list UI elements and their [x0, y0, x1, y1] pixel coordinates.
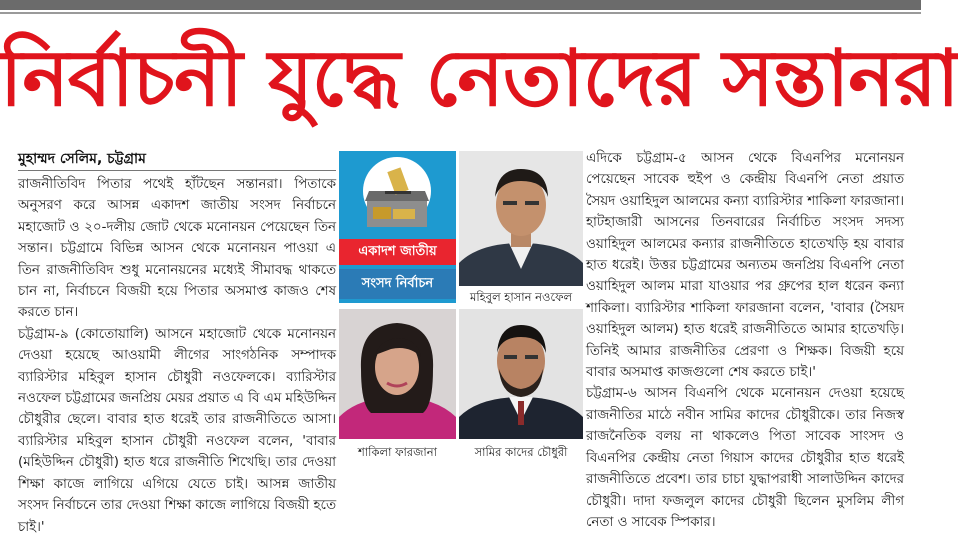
- photo-shakila-farzana: [339, 309, 456, 439]
- logo-line-2: সংসদ নির্বাচন: [339, 269, 456, 299]
- byline-divider: [18, 170, 336, 171]
- photo-samir-kader-chowdhury: [459, 309, 583, 439]
- byline: মুহাম্মদ সেলিম, চট্টগ্রাম: [18, 151, 146, 167]
- article-left-column: [18, 174, 336, 535]
- headline: নির্বাচনী যুদ্ধে নেতাদের সন্তানরা: [0, 34, 958, 124]
- logo-line-1: একাদশ জাতীয়: [339, 239, 456, 265]
- ballot-box-icon: [339, 151, 456, 239]
- photo-caption: মহিবুল হাসান নওফেল: [469, 290, 573, 304]
- article-right-column: [586, 148, 904, 530]
- photo-caption: সামির কাদের চৌধুরী: [474, 445, 568, 459]
- paragraph: রাজনীতিবিদ পিতার পথেই হাঁটছেন সন্তানরা। পিতাকে অনুসরণ করে আসন্ন একাদশ জাতীয় সংসদ নির্বাচনে মহাজোট ও ২০-দলীয় জোট থেকে মনোনয়ন পেয়েছেন তিন সন্তান। চট্টগ্রামে বিভিন্ন আসন থেকে মনোনয়ন পাওয়া এ তিন রাজনীতিবিদ শুধু মনোনয়নের মধ্যেই সীমাবদ্ধ থাকতে চান না, নির্বাচনে বিজয়ী হয়ে পিতার অসমাপ্ত কাজও শেষ করতে চান।: [18, 177, 336, 321]
- photo-caption: শাকিলা ফারজানা: [358, 445, 437, 459]
- top-rule-thin: [0, 12, 921, 14]
- election-logo: [339, 151, 456, 303]
- paragraph: চট্টগ্রাম-৬ আসন বিএনপি থেকে মনোনয়ন দেওয়া হয়েছে রাজনীতির মাঠে নবীন সামির কাদের চৌধুরীকে। তার নিজস্ব রাজনৈতিক বলয় না থাকলেও পিতা সাবেক সাংসদ ও বিএনপির কেন্দ্রীয় নেতা গিয়াস কাদের চৌধুরীর হাত ধরেই রাজনীতিতে প্রবেশ। তার চাচা যুদ্ধাপরাধী সালাউদ্দিন কাদের চৌধুরী। দাদা ফজলুল কাদের চৌধুরী ছিলেন মুসলিম লীগ নেতা ও সাবেক স্পিকার।: [586, 386, 904, 530]
- paragraph: চট্টগ্রাম-৯ (কোতোয়ালি) আসনে মহাজোট থেকে মনোনয়ন দেওয়া হয়েছে আওয়ামী লীগের সাংগঠনিক সম্পাদক ব্যারিস্টার মহিবুল হাসান চৌধুরী নওফেলকে। ব্যারিস্টার নওফেল চট্টগ্রামের জনপ্রিয় মেয়র প্রয়াত এ বি এম মহিউদ্দিন চৌধুরীর ছেলে। বাবার হাত ধরেই তার রাজনীতিতে আসা। ব্যারিস্টার মহিবুল হাসান চৌধুরী নওফেল বলেন, 'বাবার (মহিউদ্দিন চৌধুরী) হাত ধরে রাজনীতি শিখেছি। তার দেওয়া শিক্ষা কাজে লাগিয়ে এগিয়ে যেতে চাই। আসন্ন জাতীয় সংসদ নির্বাচনে তার দেওয়া শিক্ষা কাজে লাগিয়ে বিজয়ী হতে চাই।': [18, 326, 336, 535]
- top-rule: [0, 0, 921, 10]
- paragraph: এদিকে চট্টগ্রাম-৫ আসন থেকে বিএনপির মনোনয়ন পেয়েছেন সাবেক হুইপ ও কেন্দ্রীয় বিএনপি নেতা প্রয়াত সৈয়দ ওয়াহিদুল আলমের কন্যা ব্যারিস্টার শাকিলা ফারজানা। হাটহাজারী আসনের তিনবারের নির্বাচিত সংসদ সদস্য ওয়াহিদুল আলমের কন্যার রাজনীতিতে হাতেখড়ি হয় বাবার হাত ধরেই। উত্তর চট্টগ্রামের অন্যতম জনপ্রিয় বিএনপি নেতা ওয়াহিদুল আলম মারা যাওয়ার পর গ্রুপের হাল ধরেন কন্যা শাকিলা। ব্যারিস্টার শাকিলা ফারজানা বলেন, 'বাবার (সৈয়দ ওয়াহিদুল আলম) হাত ধরেই রাজনীতিতে আমার হাতেখড়ি। তিনিই আমার রাজনীতির প্রেরণা ও শিক্ষক। বিজয়ী হয়ে বাবার অসমাপ্ত কাজগুলো শেষ করতে চাই।': [586, 151, 904, 381]
- photo-mohibul-hasan: [459, 151, 583, 286]
